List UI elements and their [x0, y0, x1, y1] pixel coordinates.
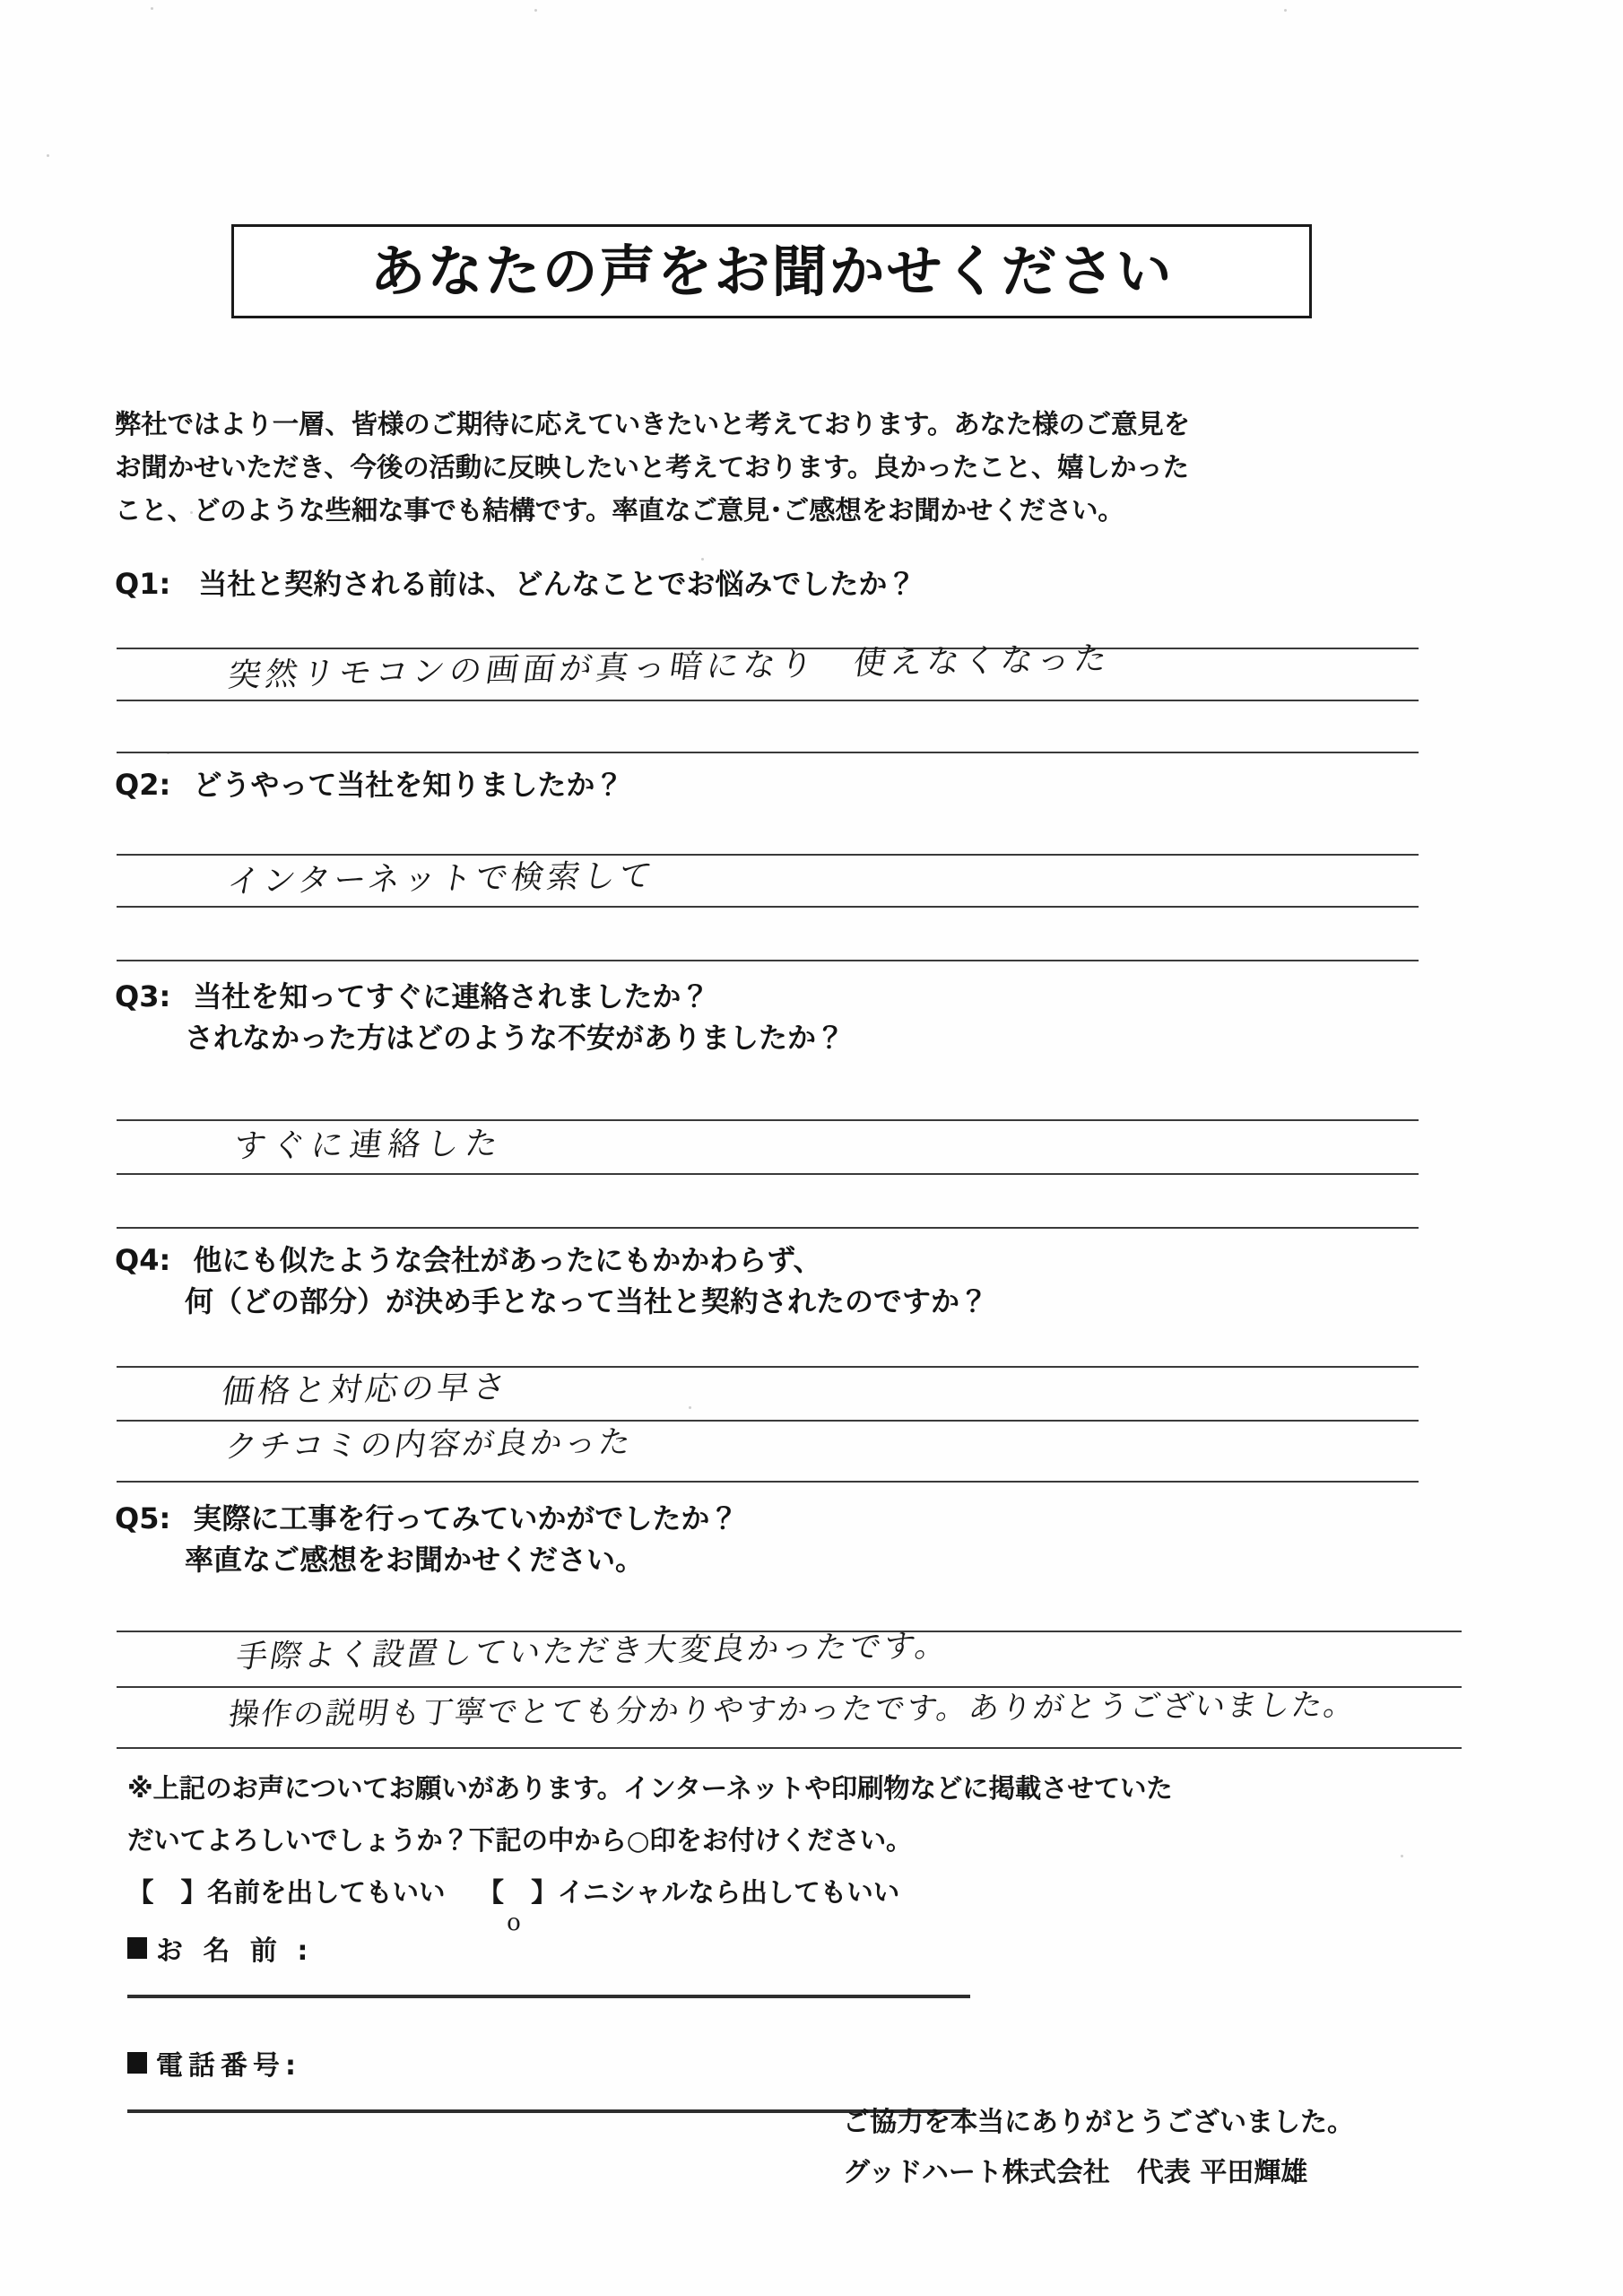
question-q5-line: [115, 1498, 1460, 1539]
scan-speck: [534, 9, 537, 12]
intro-line: お聞かせいただき、今後の活動に反映したいと考えております。良かったこと、嬉しかった: [115, 452, 1189, 483]
question-q1-text: 当社と契約される前は、どんなことでお悩みでしたか？: [198, 567, 916, 601]
question-q3-line: されなかった方はどのような不安がありましたか？: [185, 1021, 846, 1055]
intro-line: こと、どのような些細な事でも結構です。率直なご意見･ご感想をお聞かせください。: [115, 495, 1124, 526]
question-q2-line: [115, 764, 1460, 805]
question-q5-text: 実際に工事を行ってみていかがでしたか？: [193, 1501, 739, 1535]
footer-thanks: ご協力を本当にありがとうございました。: [843, 2107, 1354, 2138]
scan-speck: [47, 154, 49, 157]
notice-line-1: ※上記のお声についてお願いがあります。インターネットや印刷物などに掲載させていた: [127, 1773, 1173, 1804]
answer-rule: [117, 1173, 1419, 1175]
question-q3-line: [115, 976, 1460, 1017]
footer-company-rep: グッドハート株式会社 代表 平田輝雄: [843, 2157, 1308, 2188]
bracket-open: 【: [127, 1877, 154, 1908]
question-q4-line: [115, 1239, 1460, 1281]
footer-signature: [843, 2103, 1560, 2204]
question-q5-label: Q5:: [115, 1501, 171, 1535]
intro-line: 弊社ではより一層、皆様のご期待に応えていきたいと考えております。あなた様のご意見を: [115, 409, 1190, 439]
page-title: あなたの声をお聞かせください: [369, 238, 1174, 304]
name-field-underline: [127, 1995, 970, 1998]
intro-paragraph: [115, 405, 1424, 535]
phone-field-label-row: [127, 2043, 1024, 2083]
scan-speck: [151, 7, 153, 10]
question-q4-line: 何（どの部分）が決め手となって当社と契約されたのですか？: [185, 1284, 989, 1318]
answer-rule: [117, 700, 1419, 701]
handwritten-answer-q1: 突然リモコンの画面が真っ暗になり 使えなくなった: [226, 639, 1114, 694]
bullet-square-icon: [127, 2052, 147, 2074]
notice-line-2: だいてよろしいでしょうか？下記の中から○印をお付けください。: [127, 1825, 913, 1856]
question-q2: [115, 764, 1460, 805]
question-q5: [115, 1498, 1460, 1580]
consent-options-row: [127, 1873, 1428, 1936]
answer-rule: [117, 960, 1419, 961]
handwritten-circle-mark: o: [507, 1909, 521, 1936]
question-q1: [115, 563, 1460, 604]
consent-option-initials-checkbox[interactable]: [477, 1877, 558, 1936]
answer-rule: [117, 1747, 1462, 1749]
question-q4-text: 他にも似たような会社があったにもかかわらず、: [193, 1243, 822, 1277]
name-field-group: [127, 1928, 1024, 2027]
question-q3-text: 当社を知ってすぐに連絡されましたか？: [193, 979, 710, 1013]
name-field-label-row: [127, 1928, 1024, 1968]
phone-field-label: 電話番号:: [156, 2050, 301, 2082]
handwritten-answer-q2: インターネットで検索して: [224, 857, 658, 900]
bullet-square-icon: [127, 1937, 147, 1959]
scan-speck: [701, 558, 704, 561]
bracket-open: 【: [477, 1877, 505, 1908]
question-q5-line: 率直なご感想をお聞かせください。: [185, 1543, 645, 1577]
question-q2-text: どうやって当社を知りましたか？: [193, 768, 624, 802]
answer-rule: [117, 752, 1419, 753]
publication-consent-notice: [127, 1769, 1428, 1936]
answer-rule: [117, 906, 1419, 908]
question-q1-line: [115, 563, 1460, 604]
page-title-box: [231, 224, 1312, 318]
question-q3: [115, 976, 1460, 1058]
handwritten-answer-q3: すぐに連絡した: [231, 1125, 507, 1165]
consent-option-name-checkbox[interactable]: [127, 1877, 207, 1908]
question-q4-label: Q4:: [115, 1243, 171, 1277]
consent-option-name-label: 名前を出してもいい: [207, 1877, 446, 1908]
handwritten-answer-q4-line2: クチコミの内容が良かった: [222, 1424, 636, 1465]
scan-speck: [1284, 9, 1287, 12]
name-field-label: お 名 前 :: [156, 1935, 314, 1967]
handwritten-answer-q5-line2: 操作の説明も丁寧でとても分かりやすかったです。ありがとうございました。: [226, 1686, 1359, 1733]
answer-rule: [117, 1481, 1419, 1483]
question-q1-label: Q1:: [115, 567, 171, 601]
handwritten-answer-q5-line1: 手際よく設置していただき大変良かったです。: [233, 1628, 952, 1675]
question-q4: [115, 1239, 1460, 1322]
bracket-close: 】: [531, 1877, 558, 1908]
handwritten-answer-q4-line1: 価格と対応の早さ: [219, 1369, 512, 1411]
consent-option-initials-label: イニシャルなら出してもいい: [557, 1877, 900, 1908]
question-q2-label: Q2:: [115, 768, 171, 802]
question-q3-label: Q3:: [115, 979, 171, 1013]
bracket-close: 】: [180, 1877, 208, 1908]
answer-rule: [117, 1227, 1419, 1229]
